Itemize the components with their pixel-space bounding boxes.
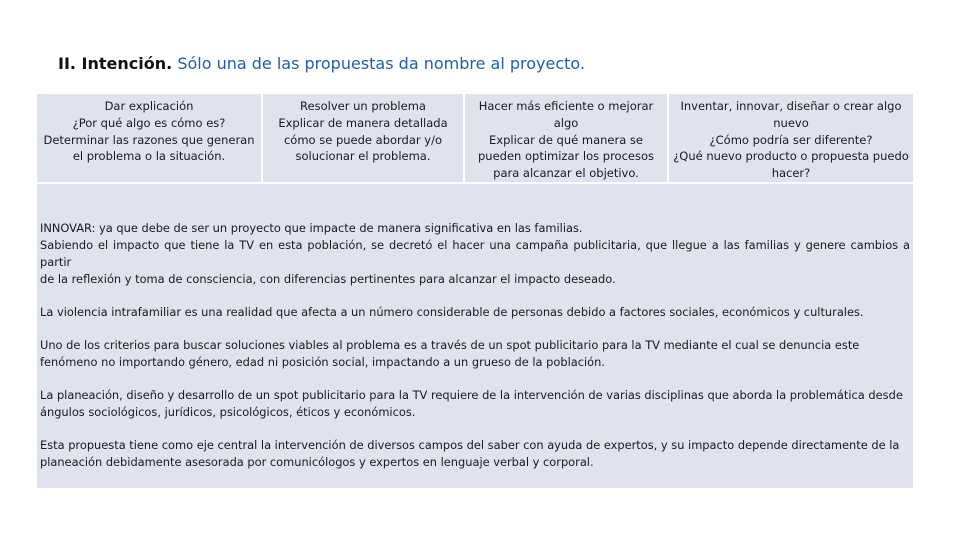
- paragraph-line: Sabiendo el impacto que tiene la TV en esta población, se decretó el hacer una campaña publicitaria, que llegue a las familias y genere cambios a partir: [40, 238, 910, 269]
- option-line: Explicar de qué manera se: [489, 132, 643, 147]
- option-line: algo: [553, 115, 579, 130]
- paragraph-propuesta: [40, 437, 910, 471]
- paragraph-line: INNOVAR: ya que debe de ser un proyecto que impacte de manera significativa en las familias.: [40, 221, 583, 235]
- paragraph-line: La planeación, diseño y desarrollo de un spot publicitario para la TV requiere de la intervención de varias disciplinas que aborda la problemática desde: [40, 388, 903, 402]
- option-line: ¿Cómo podría ser diferente?: [709, 132, 873, 147]
- option-line: el problema o la situación.: [72, 149, 226, 164]
- option-line: solucionar el problema.: [295, 149, 431, 164]
- paragraph-line: Uno de los criterios para buscar soluciones viables al problema es a través de un spot publicitario para la TV mediante el cual se denuncia este: [40, 338, 860, 352]
- paragraph-line: planeación debidamente asesorada por comunicólogos y expertos en lenguaje verbal y corporal.: [40, 455, 594, 469]
- option-improve: [465, 94, 667, 182]
- paragraph-criterios: [40, 337, 910, 371]
- option-line: nuevo: [773, 115, 809, 130]
- paragraph-violencia: [40, 304, 910, 321]
- option-line: Dar explicación: [104, 99, 194, 113]
- paragraph-innovar: [40, 220, 910, 288]
- option-solve: [263, 94, 463, 182]
- option-line: Explicar de manera detallada: [278, 115, 448, 130]
- justification-text: [40, 220, 910, 487]
- proposal-table: [37, 94, 913, 488]
- options-row: [37, 94, 913, 184]
- heading-lead: II. Intención.: [58, 54, 173, 73]
- paragraph-line: fenómeno no importando género, edad ni posición social, impactando a un grueso de la población.: [40, 355, 605, 369]
- option-line: Hacer más eficiente o mejorar: [478, 99, 654, 113]
- paragraph-line: de la reflexión y toma de consciencia, con diferencias pertinentes para alcanzar el impacto deseado.: [40, 272, 616, 286]
- option-line: cómo se puede abordar y/o: [283, 132, 443, 147]
- paragraph-planeacion: [40, 387, 910, 421]
- option-innovate: [669, 94, 913, 182]
- option-explain: [37, 94, 261, 182]
- option-line: Inventar, innovar, diseñar o crear algo: [680, 99, 902, 113]
- paragraph-line: La violencia intrafamiliar es una realidad que afecta a un número considerable de personas debido a factores sociales, económicos y culturales.: [40, 305, 864, 319]
- paragraph-line: ángulos sociológicos, jurídicos, psicológicos, éticos y económicos.: [40, 405, 416, 419]
- option-line: para alcanzar el objetivo.: [493, 166, 639, 181]
- option-line: Determinar las razones que generan: [43, 132, 255, 147]
- heading-instruction: Sólo una de las propuestas da nombre al proyecto.: [177, 54, 586, 73]
- option-line: Resolver un problema: [300, 99, 426, 113]
- option-line: ¿Qué nuevo producto o propuesta puedo: [673, 149, 909, 164]
- section-heading: [58, 54, 585, 73]
- option-line: hacer?: [771, 166, 811, 181]
- paragraph-line: Esta propuesta tiene como eje central la intervención de diversos campos del saber con ayuda de expertos, y su impacto depende directamente de la: [40, 438, 900, 452]
- option-line: pueden optimizar los procesos: [478, 149, 654, 164]
- option-line: ¿Por qué algo es cómo es?: [72, 115, 226, 130]
